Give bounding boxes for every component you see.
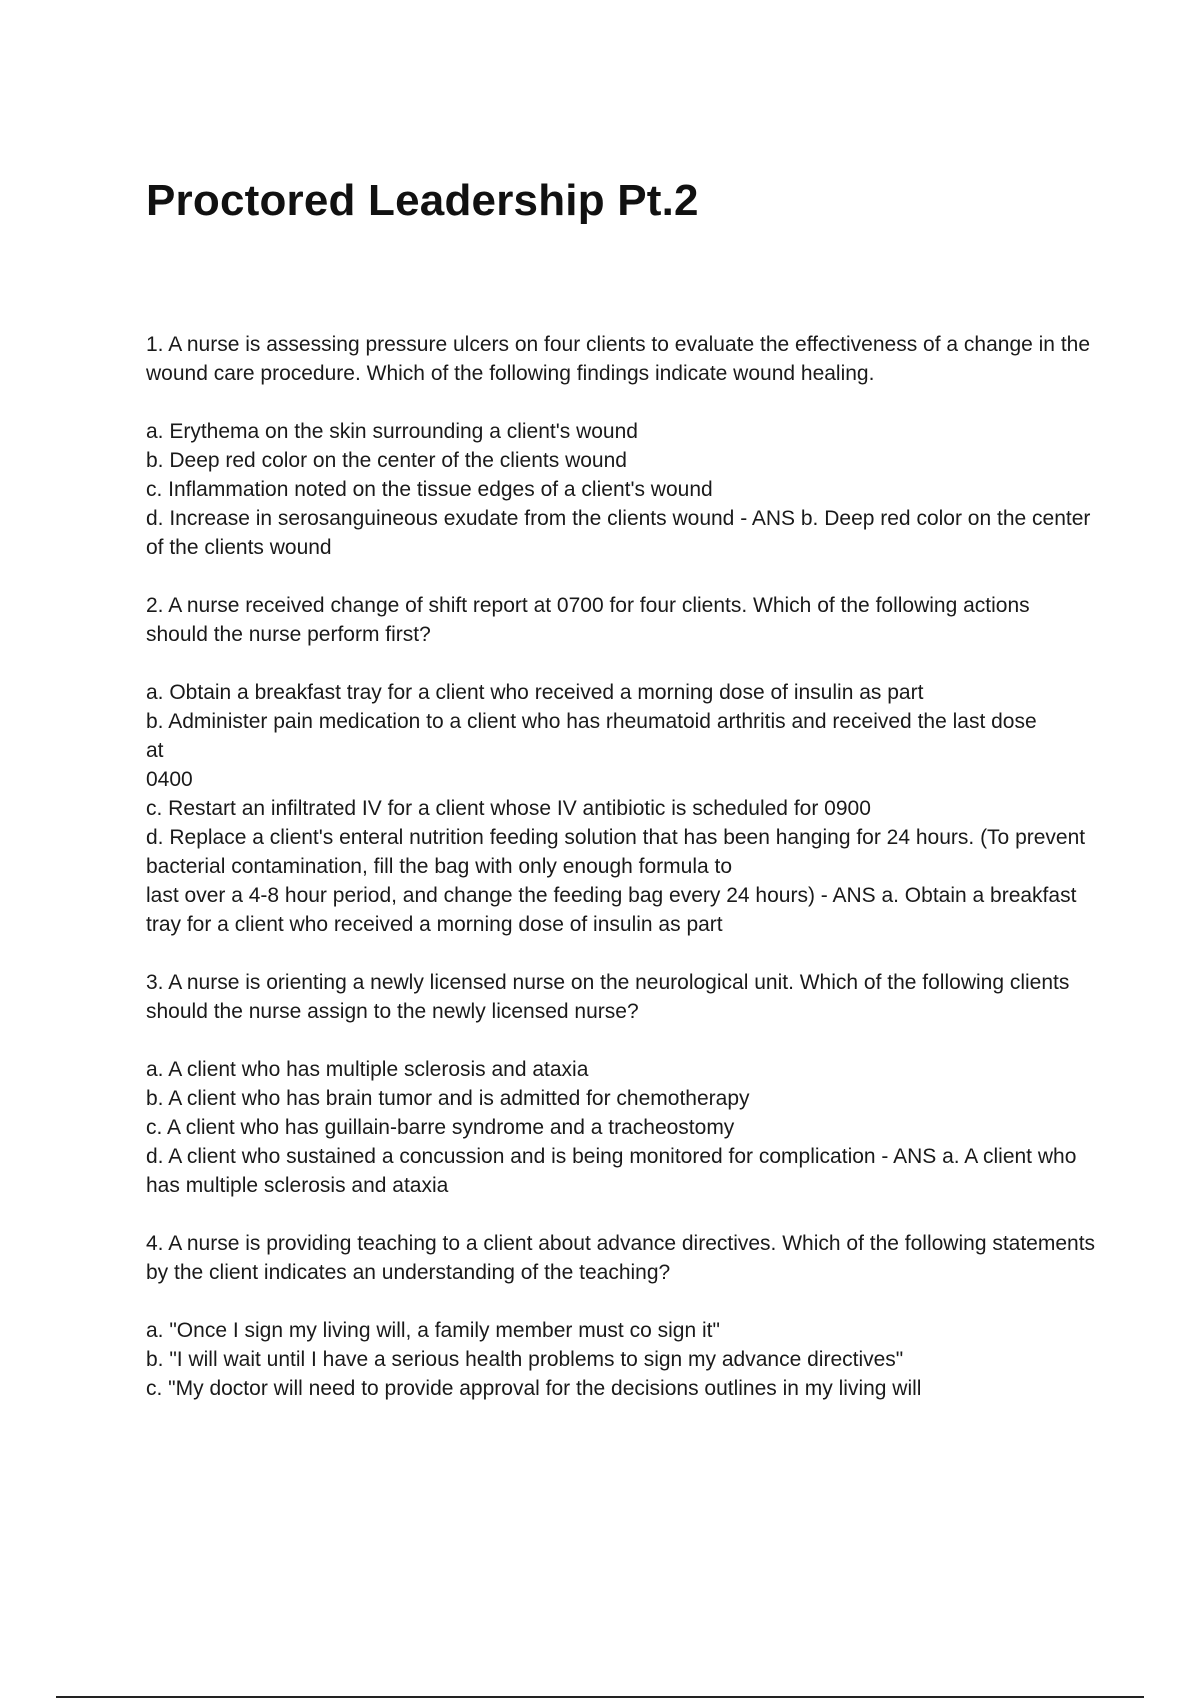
text-line: 1. A nurse is assessing pressure ulcers on four clients to evaluate the effectiveness of a change in the wound care procedure. Which of the following findings indicate wound healing. [146,333,1091,385]
question-1-stem [146,330,1096,388]
option-line: b. Administer pain medication to a client who has rheumatoid arthritis and received the last dose [146,710,1037,733]
option-line: d. A client who sustained a concussion and is being monitored for complication - ANS a. A client who has multiple sclerosis and ataxia [146,1145,1077,1197]
footer-divider [56,1696,1144,1698]
option-line: a. "Once I sign my living will, a family member must co sign it" [146,1319,720,1342]
option-line: d. Increase in serosanguineous exudate from the clients wound - ANS b. Deep red color on the center of the clients wound [146,507,1091,559]
text-line: 3. A nurse is orienting a newly licensed nurse on the neurological unit. Which of the following clients should the nurse assign to the newly licensed nurse? [146,971,1070,1023]
option-line: c. A client who has guillain-barre syndrome and a tracheostomy [146,1116,735,1139]
question-4-stem [146,1229,1096,1287]
option-line: a. Erythema on the skin surrounding a client's wound [146,420,638,443]
option-line: last over a 4-8 hour period, and change the feeding bag every 24 hours) - ANS a. Obtain a breakfast tray for a client who received a morning dose of insulin as part [146,884,1077,936]
question-4-options [146,1316,1096,1403]
page-title: Proctored Leadership Pt.2 [146,176,699,225]
question-2-options [146,678,1096,939]
text-line: 2. A nurse received change of shift report at 0700 for four clients. Which of the following actions should the nurse perform first? [146,594,1030,646]
question-2-stem [146,591,1096,649]
option-line: b. Deep red color on the center of the clients wound [146,449,627,472]
question-3-stem [146,968,1096,1026]
option-line: c. "My doctor will need to provide approval for the decisions outlines in my living will [146,1377,922,1400]
question-content [146,330,1096,1432]
option-line: d. Replace a client's enteral nutrition feeding solution that has been hanging for 24 hours. (To prevent bacterial contamination, fill the bag with only enough formula to [146,826,1086,878]
option-line: c. Inflammation noted on the tissue edges of a client's wound [146,478,713,501]
option-line: c. Restart an infiltrated IV for a client whose IV antibiotic is scheduled for 0900 [146,797,871,820]
option-line: b. "I will wait until I have a serious health problems to sign my advance directives" [146,1348,904,1371]
text-line: 4. A nurse is providing teaching to a client about advance directives. Which of the following statements by the client indicates an understanding of the teaching? [146,1232,1096,1284]
option-line: a. A client who has multiple sclerosis and ataxia [146,1058,589,1081]
option-line: a. Obtain a breakfast tray for a client who received a morning dose of insulin as part [146,681,924,704]
question-1-options [146,417,1096,562]
option-line: b. A client who has brain tumor and is admitted for chemotherapy [146,1087,750,1110]
question-3-options [146,1055,1096,1200]
option-line: 0400 [146,768,193,791]
option-line: at [146,739,164,762]
